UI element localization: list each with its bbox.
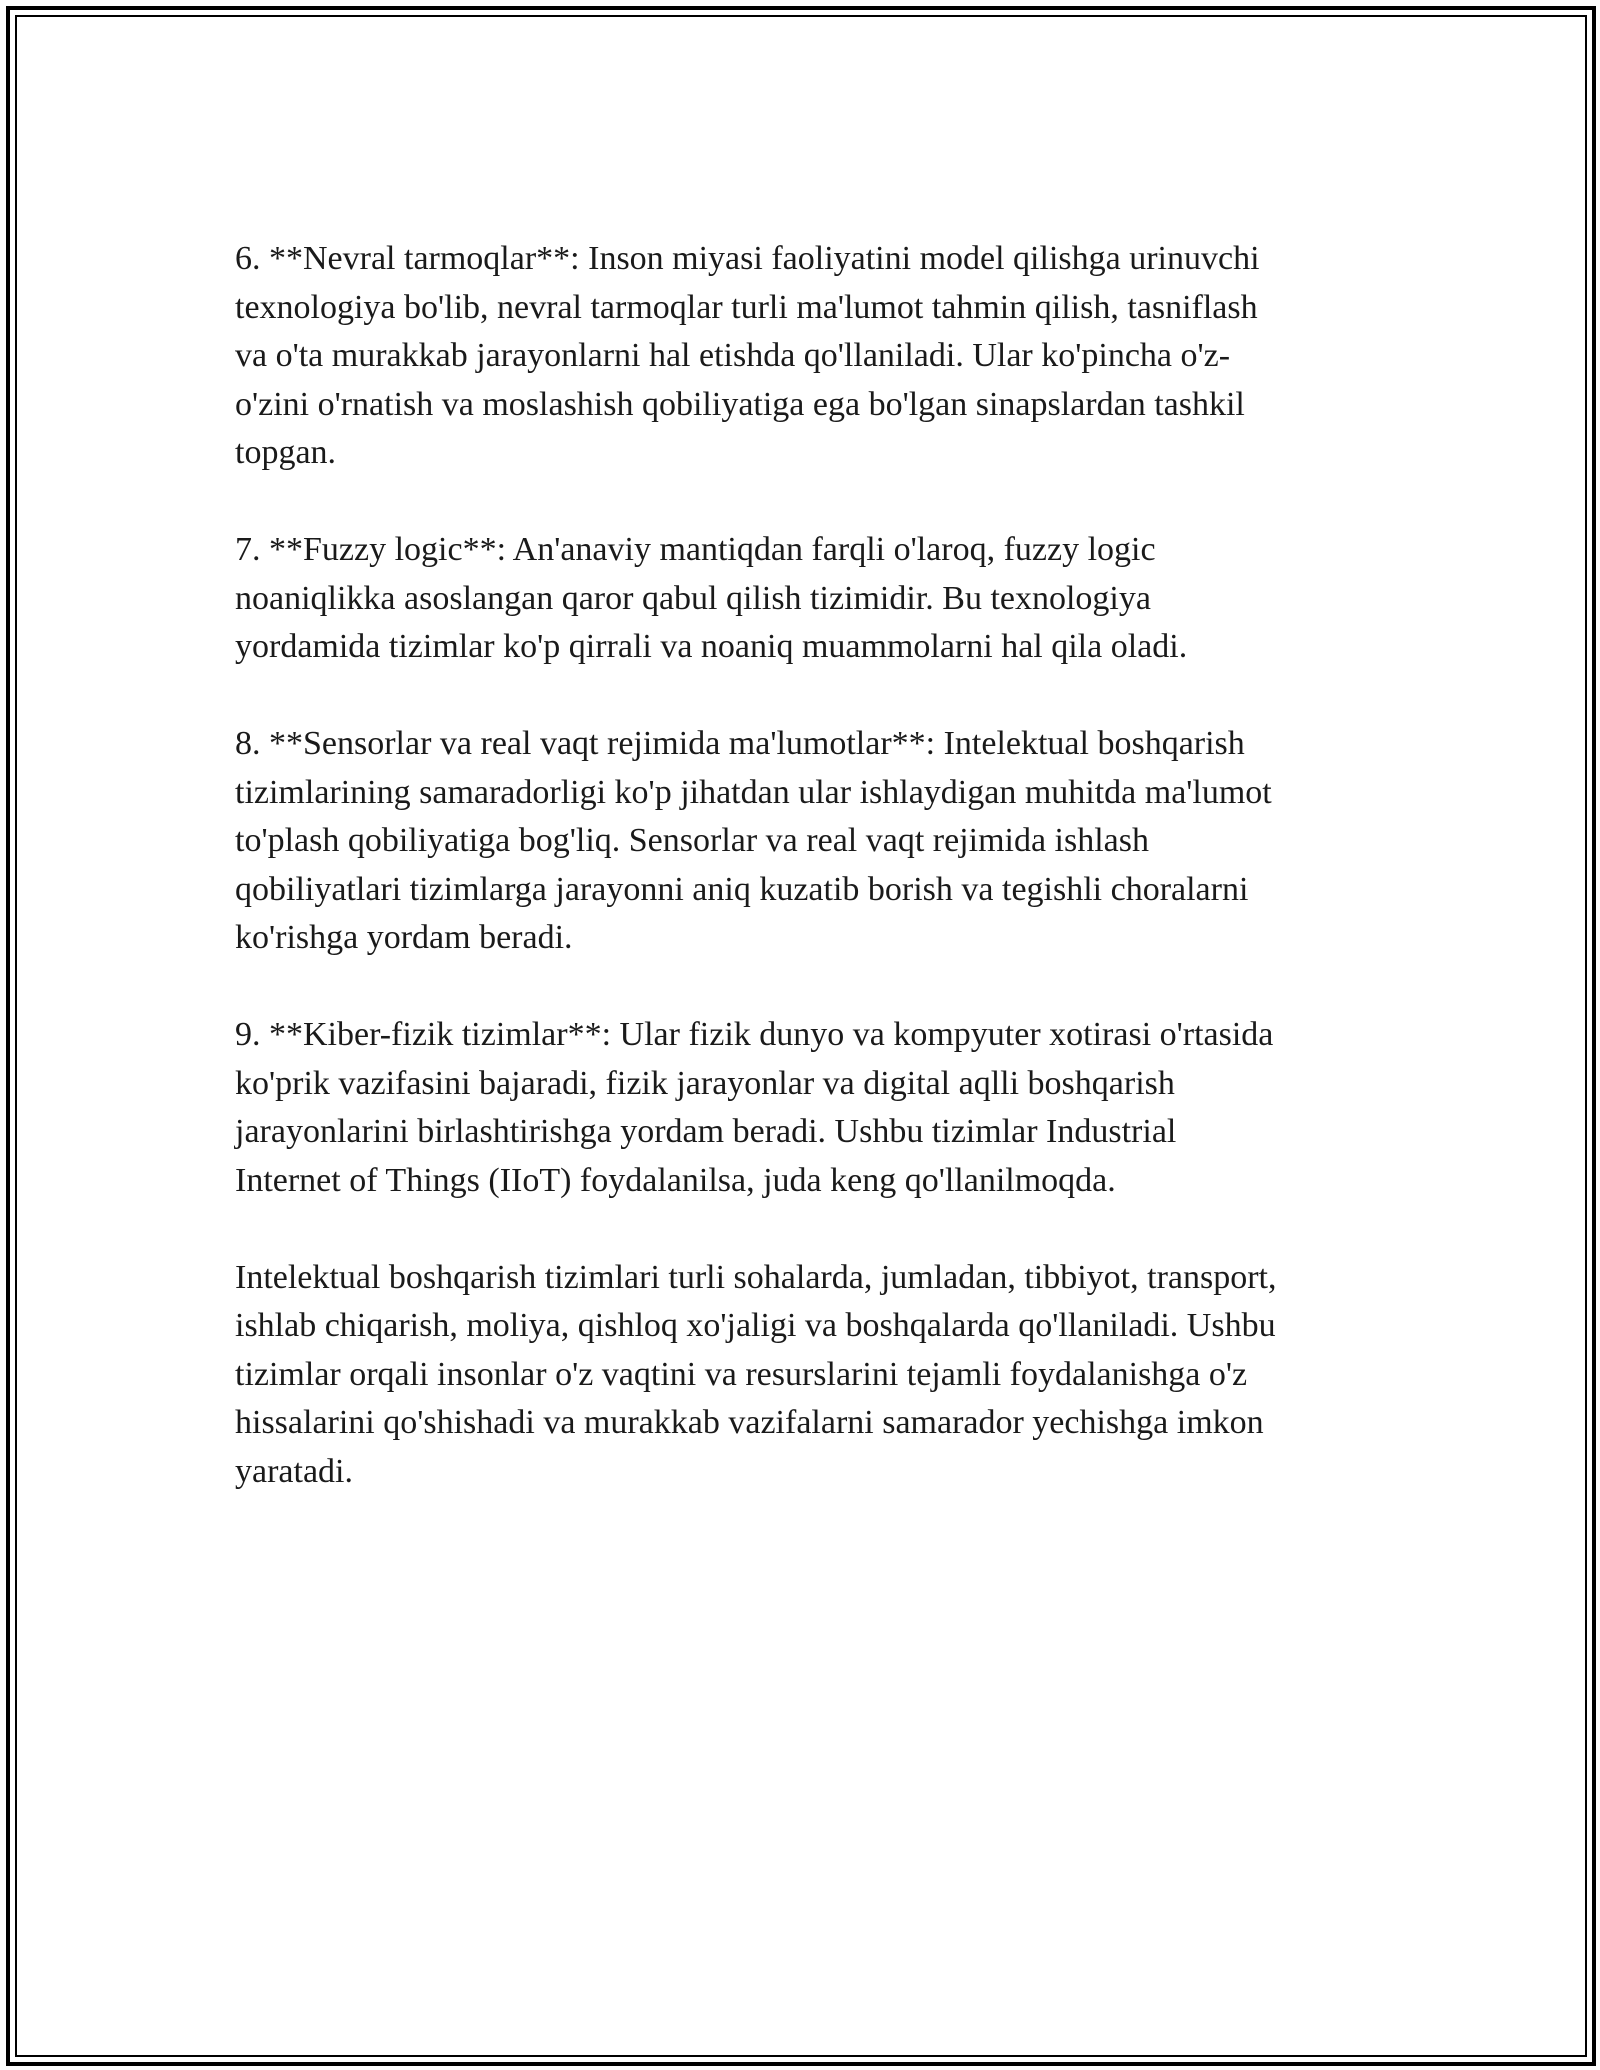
paragraph-cyber-physical — [235, 1011, 1365, 1205]
text-line: texnologiya bo'lib, nevral tarmoqlar turli ma'lumot tahmin qilish, tasniflash — [235, 288, 1258, 326]
text-line: 9. **Kiber-fizik tizimlar**: Ular fizik dunyo va kompyuter xotirasi o'rtasida — [235, 1016, 1274, 1053]
text-line: topgan. — [235, 434, 337, 471]
text-line: noaniqlikka asoslangan qaror qabul qilish tizimidir. Bu texnologiya — [235, 579, 1151, 617]
text-line: yordamida tizimlar ko'p qirrali va noaniq muammolarni hal qila oladi. — [235, 628, 1188, 665]
text-line: Intelektual boshqarish tizimlari turli sohalarda, jumladan, tibbiyot, transport, — [235, 1258, 1277, 1296]
text-line: Internet of Things (IIoT) foydalanilsa, juda keng qo'llanilmoqda. — [235, 1161, 1116, 1199]
paragraph-conclusion — [235, 1254, 1365, 1497]
text-line: tizimlar orqali insonlar o'z vaqtini va resurslarini tejamli foydalanishga o'z — [235, 1355, 1248, 1393]
paragraph-fuzzy-logic — [235, 526, 1365, 672]
text-line: o'zini o'rnatish va moslashish qobiliyatiga ega bo'lgan sinapslardan tashkil — [235, 385, 1245, 423]
text-line: tizimlarining samaradorligi ko'p jihatdan ular ishlaydigan muhitda ma'lumot — [235, 773, 1272, 811]
text-line: 6. **Nevral tarmoqlar**: Inson miyasi faoliyatini model qilishga urinuvchi — [235, 240, 1260, 277]
text-line: ko'prik vazifasini bajaradi, fizik jarayonlar va digital aqlli boshqarish — [235, 1064, 1175, 1102]
text-line: to'plash qobiliyatiga bog'liq. Sensorlar va real vaqt rejimida ishlash — [235, 822, 1149, 859]
document-body — [235, 235, 1365, 1545]
text-line: 7. **Fuzzy logic**: An'anaviy mantiqdan farqli o'laroq, fuzzy logic — [235, 531, 1156, 568]
text-line: 8. **Sensorlar va real vaqt rejimida ma'lumotlar**: Intelektual boshqarish — [235, 725, 1245, 762]
text-line: va o'ta murakkab jarayonlarni hal etishda qo'llaniladi. Ular ko'pincha o'z- — [235, 337, 1231, 374]
text-line: qobiliyatlari tizimlarga jarayonni aniq kuzatib borish va tegishli choralarni — [235, 870, 1249, 908]
text-line: yaratadi. — [235, 1452, 353, 1490]
paragraph-sensors — [235, 720, 1365, 963]
text-line: jarayonlarini birlashtirishga yordam beradi. Ushbu tizimlar Industrial — [235, 1113, 1177, 1150]
text-line: ko'rishga yordam beradi. — [235, 919, 573, 956]
text-line: ishlab chiqarish, moliya, qishloq xo'jaligi va boshqalarda qo'llaniladi. Ushbu — [235, 1307, 1276, 1344]
paragraph-neural-networks — [235, 235, 1365, 478]
text-line: hissalarini qo'shishadi va murakkab vazifalarni samarador yechishga imkon — [235, 1404, 1264, 1441]
